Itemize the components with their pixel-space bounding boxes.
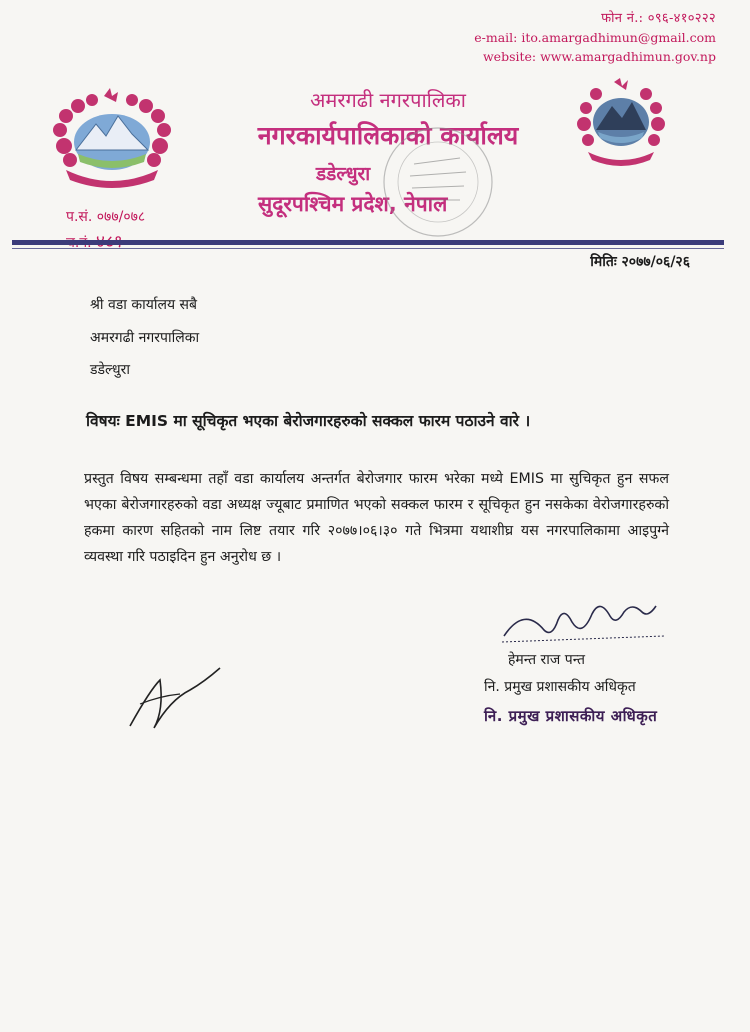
nepal-emblem-icon [48, 88, 176, 192]
signature-right-icon [484, 590, 684, 650]
patra-sankhya [66, 207, 145, 226]
contact-block [474, 8, 716, 64]
header-divider [12, 240, 724, 245]
district-name: डडेल्धुरा [316, 163, 371, 185]
letter-date: मितिः २०७७/०६/२६ [590, 254, 690, 270]
addressee-line-3: डडेल्धुरा [90, 362, 130, 378]
signatory-title: नि. प्रमुख प्रशासकीय अधिकृत [484, 679, 636, 695]
signature-left-icon [120, 650, 230, 740]
email-address: e-mail: ito.amargadhimun@gmail.com [474, 30, 716, 45]
addressee-line-1: श्री वडा कार्यालय सबै [90, 297, 197, 313]
municipality-logo-icon [574, 78, 668, 170]
office-name: नगरकार्यपालिकाको कार्यालय [257, 121, 519, 150]
office-seal-icon [380, 124, 496, 240]
signatory-stamp: नि. प्रमुख प्रशासकीय अधिकृत [484, 707, 658, 725]
phone-number: फोन नं.: ०९६-४१०२२२ [601, 11, 716, 26]
province-name: सुदूरपश्चिम प्रदेश, नेपाल [258, 192, 448, 216]
letter-subject: विषयः EMIS मा सूचिकृत भएका बेरोजगारहरुको सक्कल फारम पठाउने वारे । [86, 412, 531, 430]
letter-body: प्रस्तुत विषय सम्बन्धमा तहाँ वडा कार्यालय अन्तर्गत बेरोजगार फारम भरेका मध्ये EMIS मा सुचिकृत हुन सफल भएका बेरोजगारहरुको वडा अध्यक्ष ज्यूबाट प्रमाणित भएको सक्कल फारम र सूचिकृत हुन नसकेका वेरोजगारहरुको हकमा कारण सहितको नाम लिष्ट तयार गरि २०७७।०६।३० गते भित्रमा यथाशीघ्र यस नगरपालिकामा आइपुग्ने व्यवस्था गरि पठाइदिन हुन अनुरोध छ । [84, 471, 669, 565]
addressee-line-2: अमरगढी नगरपालिका [90, 330, 200, 346]
header-divider-thin [12, 248, 724, 249]
patra-value: ०७७/०७८ [96, 209, 146, 225]
signatory-name: हेमन्त राज पन्त [508, 652, 585, 668]
website-address: website: www.amargadhimun.gov.np [482, 49, 716, 64]
patra-label: प.सं. [66, 209, 93, 225]
municipality-name: अमरगढी नगरपालिका [310, 88, 466, 112]
